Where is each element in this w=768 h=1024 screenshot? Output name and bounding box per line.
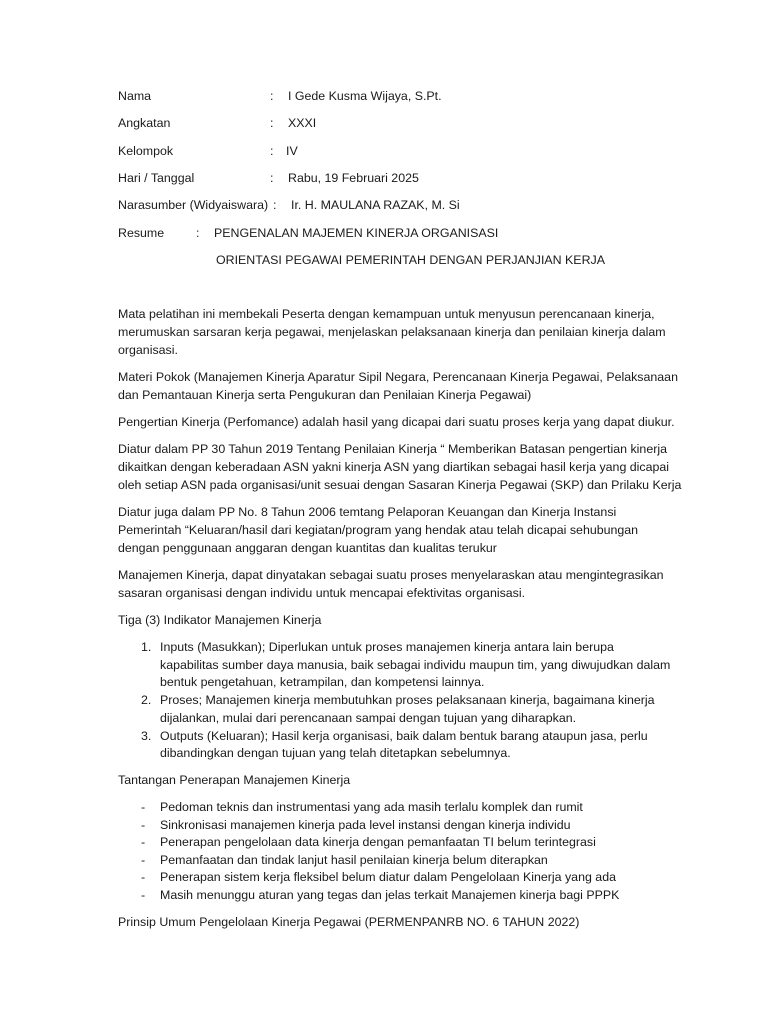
paragraph-line: dengan penggunaan anggaran dengan kuantitas dan kualitas terukur <box>118 541 497 555</box>
indikator-title: Tiga (3) Indikator Manajemen Kinerja <box>118 613 322 627</box>
paragraph-line: Manajemen Kinerja, dapat dinyatakan sebagai suatu proses menyelaraskan atau mengintegrasikan <box>118 568 664 582</box>
list-item-line: Inputs (Masukkan); Diperlukan untuk proses manajemen kinerja antara lain berupa <box>160 640 614 654</box>
paragraph-line: dan Pemantauan Kinerja serta Pengukuran dan Penilaian Kinerja Pegawai) <box>118 388 532 402</box>
paragraph-line: organisasi. <box>118 343 178 357</box>
paragraph-line: merumuskan sarsaran kerja pegawai, menjelaskan pelaksanaan kinerja dan penilaian kinerja dalam <box>118 325 666 339</box>
list-bullet: - <box>141 818 146 832</box>
resume-value: PENGENALAN MAJEMEN KINERJA ORGANISASI <box>214 226 499 240</box>
paragraph-line: Materi Pokok (Manajemen Kinerja Aparatur Sipil Negara, Perencanaan Kinerja Pegawai, Pelaksanaan <box>118 370 678 384</box>
tantangan-title: Tantangan Penerapan Manajemen Kinerja <box>118 773 351 787</box>
paragraph-line: Diatur juga dalam PP No. 8 Tahun 2006 temtang Pelaporan Keuangan dan Kinerja Instansi <box>118 505 617 519</box>
list-item-line: Proses; Manajemen kinerja membutuhkan proses pelaksanaan kinerja, bagaimana kinerja <box>160 693 655 707</box>
resume-label: Resume <box>118 226 165 240</box>
list-bullet: - <box>141 853 146 867</box>
nama-label: Nama <box>118 89 152 103</box>
paragraph-line: Diatur dalam PP 30 Tahun 2019 Tentang Penilaian Kinerja “ Memberikan Batasan pengertian kinerja <box>118 442 667 456</box>
list-item-line: dijalankan, mulai dari perencanaan sampai dengan tujuan yang diharapkan. <box>160 711 577 725</box>
narasumber-label: Narasumber (Widyaiswara) <box>118 198 269 212</box>
list-bullet: - <box>141 800 146 814</box>
list-item-text: Penerapan sistem kerja fleksibel belum diatur dalam Pengelolaan Kinerja yang ada <box>160 870 616 884</box>
kelompok-separator: : <box>270 144 274 158</box>
resume-subtitle: ORIENTASI PEGAWAI PEMERINTAH DENGAN PERJANJIAN KERJA <box>216 253 605 267</box>
list-number: 3. <box>141 729 152 743</box>
prinsip-heading: Prinsip Umum Pengelolaan Kinerja Pegawai (PERMENPANRB NO. 6 TAHUN 2022) <box>118 915 580 929</box>
hari-label: Hari / Tanggal <box>118 171 195 185</box>
list-item-line: Outputs (Keluaran); Hasil kerja organisasi, baik dalam bentuk barang ataupun jasa, perlu <box>160 729 648 743</box>
resume-separator: : <box>196 226 200 240</box>
paragraph-line: dikaitkan dengan keberadaan ASN yakni kinerja ASN yang diartikan sebagai hasil kerja yang dicapai <box>118 460 670 474</box>
list-item-line: dibandingkan dengan tujuan yang telah ditetapkan sebelumnya. <box>160 746 511 760</box>
nama-separator: : <box>270 89 274 103</box>
list-number: 2. <box>141 693 152 707</box>
list-item-text: Masih menunggu aturan yang tegas dan jelas terkait Manajemen kinerja bagi PPPK <box>160 888 620 902</box>
list-item-text: Pedoman teknis dan instrumentasi yang ada masih terlalu komplek dan rumit <box>160 800 583 814</box>
list-item-line: kapabilitas sumber daya manusia, baik sebagai individu maupun tim, yang diwujudkan dalam <box>160 658 671 672</box>
nama-value: I Gede Kusma Wijaya, S.Pt. <box>288 89 442 103</box>
list-item-text: Sinkronisasi manajemen kinerja pada level instansi dengan kinerja individu <box>160 818 571 832</box>
angkatan-separator: : <box>270 116 274 130</box>
paragraph-line: oleh setiap ASN pada organisasi/unit sesuai dengan Sasaran Kinerja Pegawai (SKP) dan Prilaku Kerja <box>118 478 682 492</box>
narasumber-value: Ir. H. MAULANA RAZAK, M. Si <box>291 198 460 212</box>
list-bullet: - <box>141 870 146 884</box>
angkatan-label: Angkatan <box>118 116 171 130</box>
angkatan-value: XXXI <box>288 116 317 130</box>
list-item-text: Penerapan pengelolaan data kinerja dengan pemanfaatan TI belum terintegrasi <box>160 835 596 849</box>
hari-value: Rabu, 19 Februari 2025 <box>288 171 419 185</box>
paragraph-line: Pengertian Kinerja (Perfomance) adalah hasil yang dicapai dari suatu proses kerja yang dapat diukur. <box>118 415 675 429</box>
hari-separator: : <box>270 171 274 185</box>
list-bullet: - <box>141 888 146 902</box>
list-item-line: bentuk pengetahuan, ketrampilan, dan kompetensi lainnya. <box>160 675 485 689</box>
list-item-text: Pemanfaatan dan tindak lanjut hasil penilaian kinerja belum diterapkan <box>160 853 548 867</box>
kelompok-value: IV <box>286 144 298 158</box>
paragraph-line: Mata pelatihan ini membekali Peserta dengan kemampuan untuk menyusun perencanaan kinerja, <box>118 307 655 321</box>
paragraph-line: sasaran organisasi dengan individu untuk mencapai efektivitas organisasi. <box>118 586 526 600</box>
list-number: 1. <box>141 640 152 654</box>
narasumber-separator: : <box>273 198 277 212</box>
paragraph-line: Pemerintah “Keluaran/hasil dari kegiatan/program yang hendak atau telah dicapai sehubungan <box>118 523 639 537</box>
kelompok-label: Kelompok <box>118 144 174 158</box>
list-bullet: - <box>141 835 146 849</box>
